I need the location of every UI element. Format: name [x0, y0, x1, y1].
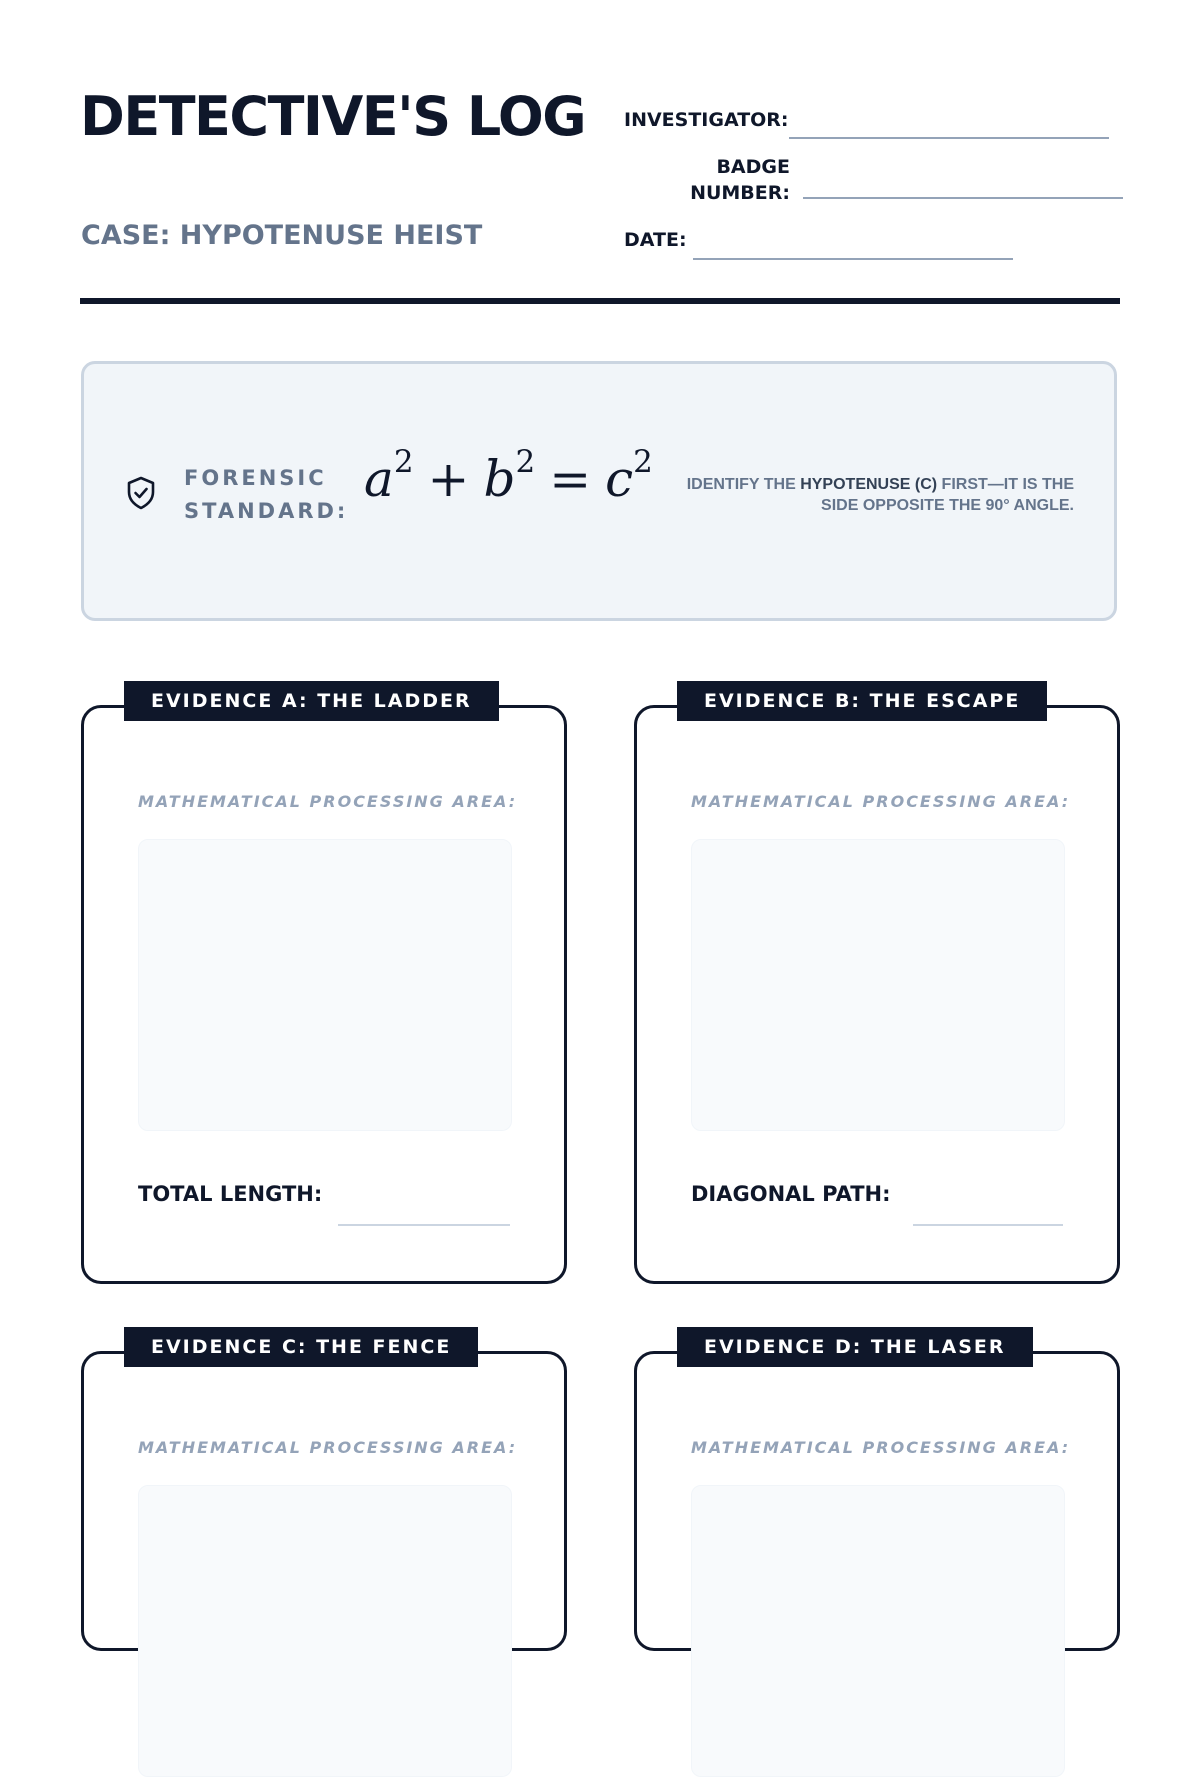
hypotenuse-hint	[654, 474, 1074, 516]
date-field[interactable]	[693, 258, 1013, 260]
processing-area[interactable]	[138, 1485, 512, 1777]
formula-text: $a^2 + b^2 = c^2$	[364, 444, 653, 508]
evidence-card-b	[634, 690, 1120, 1284]
forensic-standard-box	[81, 361, 1117, 621]
evidence-tag: EVIDENCE B: THE ESCAPE	[677, 681, 1047, 721]
evidence-card-d	[634, 1336, 1120, 1651]
processing-area[interactable]	[691, 839, 1065, 1131]
investigator-field[interactable]	[789, 137, 1109, 139]
evidence-tag: EVIDENCE D: THE LASER	[677, 1327, 1033, 1367]
processing-label: MATHEMATICAL PROCESSING AREA:	[138, 792, 518, 811]
evidence-card-c	[81, 1336, 567, 1651]
forensic-standard-label: FORENSIC STANDARD:	[184, 466, 349, 523]
page-title: DETECTIVE'S LOG	[80, 85, 586, 148]
shield-check-icon	[126, 476, 156, 510]
date-label: DATE:	[624, 229, 687, 251]
badge-number-field[interactable]	[803, 197, 1123, 199]
processing-area[interactable]	[691, 1485, 1065, 1777]
processing-label: MATHEMATICAL PROCESSING AREA:	[138, 1438, 518, 1457]
answer-label: TOTAL LENGTH:	[138, 1182, 323, 1206]
header-divider	[80, 298, 1120, 304]
case-subtitle: CASE: HYPOTENUSE HEIST	[81, 220, 483, 251]
evidence-tag: EVIDENCE C: THE FENCE	[124, 1327, 478, 1367]
processing-label: MATHEMATICAL PROCESSING AREA:	[691, 792, 1071, 811]
badge-number-label: BADGE NUMBER:	[690, 156, 790, 204]
hint-prefix: IDENTIFY THE	[686, 476, 801, 493]
evidence-tag: EVIDENCE A: THE LADDER	[124, 681, 499, 721]
processing-area[interactable]	[138, 839, 512, 1131]
hint-bold: HYPOTENUSE (C)	[800, 476, 938, 493]
answer-label: DIAGONAL PATH:	[691, 1182, 891, 1206]
investigator-label: INVESTIGATOR:	[624, 109, 789, 131]
processing-label: MATHEMATICAL PROCESSING AREA:	[691, 1438, 1071, 1457]
evidence-card-a	[81, 690, 567, 1284]
hint-suffix: FIRST—IT IS THE SIDE OPPOSITE THE 90° ANGLE.	[821, 476, 1074, 514]
answer-field[interactable]	[913, 1224, 1063, 1226]
answer-field[interactable]	[338, 1224, 510, 1226]
pythagorean-formula	[364, 444, 653, 508]
